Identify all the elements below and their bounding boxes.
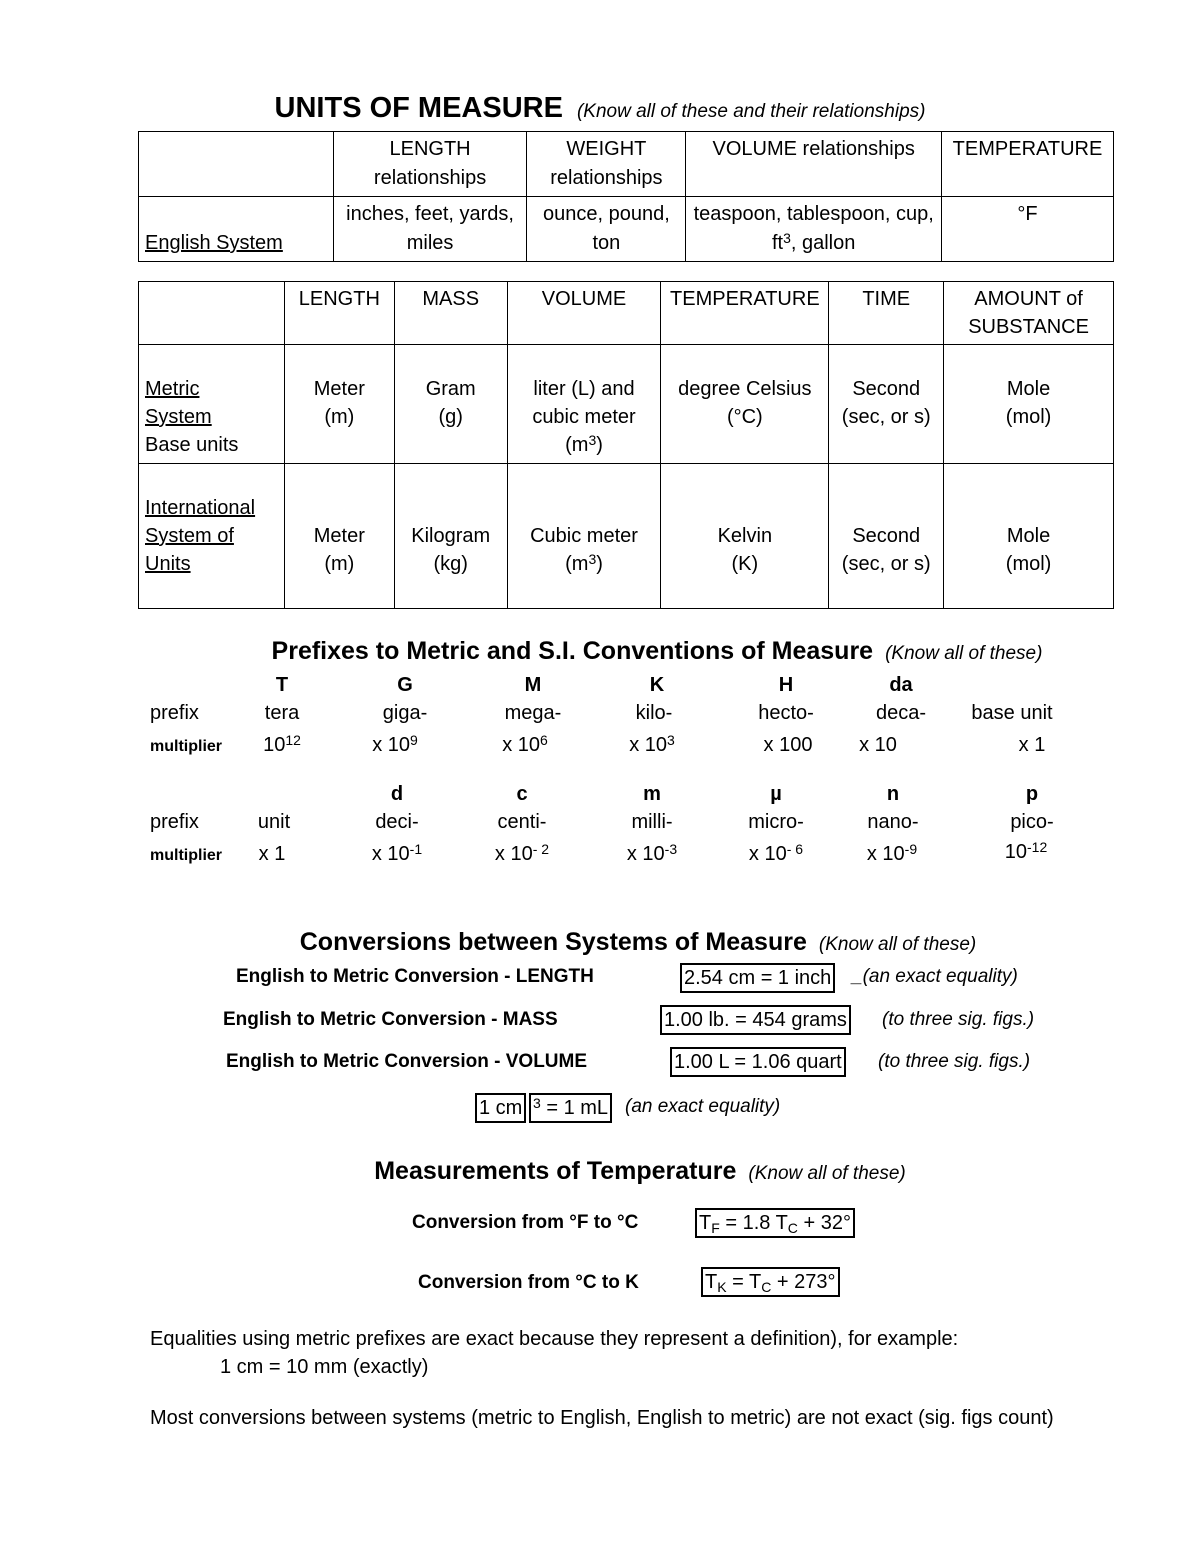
prefix-symbol: M	[524, 674, 542, 696]
prefix-multiplier: x $10^{-3}$	[626, 841, 678, 865]
conversion-mass-note: (to three sig. figs.)	[882, 1009, 1035, 1030]
prefix-multiplier: x 1	[1018, 734, 1046, 756]
prefix-multiplier: $10^{12}$	[263, 732, 301, 756]
prefix-name: tera	[264, 702, 300, 724]
english-volume: teaspoon, tablespoon, cup, $ft^3$, gallon	[686, 197, 942, 262]
prefix-symbol: d	[390, 783, 404, 805]
note-line-2: 1 cm = 10 mm (exactly)	[220, 1356, 429, 1378]
prefix-symbol: G	[397, 674, 413, 696]
si-length: Meter (m)	[284, 464, 394, 609]
metric-volume: liter (L) and cubic meter $(m^3)$	[507, 345, 661, 464]
prefix-multiplier: x 1	[258, 843, 286, 865]
prefix-name: deca-	[875, 702, 927, 724]
prefix-name: pico-	[1010, 811, 1054, 833]
temp-f-to-c-label: Conversion from °F to °C	[412, 1212, 639, 1233]
metric-length: Meter (m)	[284, 345, 394, 464]
prefix-name: deci-	[375, 811, 419, 833]
english-length: inches, feet, yards, miles	[333, 197, 527, 262]
prefix-symbol: n	[886, 783, 900, 805]
multiplier-row-label: multiplier	[150, 738, 223, 755]
prefix-symbol: m	[643, 783, 661, 805]
conversion-cm3-box-a: 1 cm	[475, 1093, 526, 1123]
prefix-multiplier: x $10^{-9}$	[866, 841, 918, 865]
si-temperature: Kelvin (K)	[661, 464, 829, 609]
prefix-name: kilo-	[635, 702, 673, 724]
prefixes-heading: Prefixes to Metric and S.I. Conventions of Measure (Know all of these)	[271, 637, 1043, 665]
english-temperature: °F	[941, 197, 1113, 262]
title-main: UNITS OF MEASURE	[274, 92, 563, 124]
metric-header-blank	[139, 282, 285, 345]
english-row-label: English System	[139, 197, 334, 262]
prefix-multiplier: x $10^6$	[502, 732, 548, 756]
prefix-row-label: prefix	[150, 811, 199, 833]
metric-header-mass: MASS	[394, 282, 507, 345]
temp-c-to-k-formula: $T_K = T_C + 273^\circ$	[701, 1267, 840, 1297]
conversion-volume-box: 1.00 L = 1.06 quart	[670, 1047, 846, 1077]
metric-header-time: TIME	[829, 282, 944, 345]
conversion-volume-note: (to three sig. figs.)	[878, 1051, 1031, 1072]
metric-header-temperature: TEMPERATURE	[661, 282, 829, 345]
prefix-multiplier: x $10^{- 2}$	[494, 841, 550, 865]
english-system-table	[138, 131, 1114, 262]
prefix-name: milli-	[631, 811, 673, 833]
si-row-label: International System of Units	[139, 464, 285, 609]
metric-temperature: degree Celsius (°C)	[661, 345, 829, 464]
prefix-multiplier: x $10^{- 6}$	[748, 841, 804, 865]
conversion-length-box: 2.54 cm = 1 inch	[680, 963, 835, 993]
metric-time: Second (sec, or s)	[829, 345, 944, 464]
metric-row-label: Metric System Base units	[139, 345, 285, 464]
prefix-name: base unit	[971, 702, 1053, 724]
prefix-name: micro-	[748, 811, 804, 833]
conversion-mass-label: English to Metric Conversion - MASS	[223, 1009, 558, 1030]
prefix-multiplier: x 10	[859, 734, 897, 756]
english-header-blank	[139, 132, 334, 197]
si-time: Second (sec, or s)	[829, 464, 944, 609]
prefix-symbol: K	[649, 674, 665, 696]
conversion-length-label: English to Metric Conversion - LENGTH	[236, 966, 594, 987]
metric-mass: Gram (g)	[394, 345, 507, 464]
prefix-multiplier: x $10^9$	[372, 732, 418, 756]
conversion-cm3-note: (an exact equality)	[625, 1096, 781, 1117]
prefix-name: hecto-	[758, 702, 814, 724]
prefix-multiplier: x $10^3$	[629, 732, 675, 756]
si-amount: Mole (mol)	[944, 464, 1114, 609]
conversion-volume-label: English to Metric Conversion - VOLUME	[226, 1051, 588, 1072]
english-header-volume: VOLUME relationships	[686, 132, 942, 197]
prefix-multiplier: $10^{-12}$	[1004, 839, 1048, 863]
prefix-name: mega-	[504, 702, 562, 724]
prefix-multiplier: x 100	[763, 734, 813, 756]
metric-header-length: LENGTH	[284, 282, 394, 345]
english-header-length: LENGTH relationships	[333, 132, 527, 197]
metric-header-amount: AMOUNT of SUBSTANCE	[944, 282, 1114, 345]
page-title	[0, 92, 1200, 125]
conversions-heading: Conversions between Systems of Measure (Know all of these)	[299, 928, 977, 956]
prefix-symbol: µ	[770, 783, 782, 805]
note-line-1: Equalities using metric prefixes are exact because they represent a definition), for example:	[150, 1328, 959, 1350]
prefix-name: nano-	[867, 811, 919, 833]
prefix-symbol: T	[275, 674, 289, 696]
english-weight: ounce, pound, ton	[527, 197, 686, 262]
note-line-3: Most conversions between systems (metric to English, English to metric) are not exact (sig. figs count)	[150, 1407, 1054, 1429]
metric-si-table	[138, 281, 1114, 609]
prefix-symbol: H	[778, 674, 794, 696]
prefix-symbol: c	[516, 783, 528, 805]
metric-amount: Mole (mol)	[944, 345, 1114, 464]
conversion-cm3-box-b: $^3$ = 1 mL	[529, 1093, 612, 1123]
metric-header-volume: VOLUME	[507, 282, 661, 345]
temp-c-to-k-label: Conversion from °C to K	[418, 1272, 639, 1293]
english-header-weight: WEIGHT relationships	[527, 132, 686, 197]
prefix-symbol: da	[889, 674, 913, 696]
title-note: (Know all of these and their relationships)	[576, 101, 926, 122]
si-volume: Cubic meter $(m^3)$	[507, 464, 661, 609]
temp-f-to-c-formula: $T_F = 1.8$ $T_C + 32^\circ$	[695, 1208, 855, 1238]
multiplier-row-label: multiplier	[150, 847, 223, 864]
conversion-length-note: _(an exact equality)	[852, 966, 1018, 987]
prefix-name: unit	[257, 811, 291, 833]
prefix-multiplier: x $10^{-1}$	[371, 841, 423, 865]
temperature-heading: Measurements of Temperature (Know all of these)	[374, 1157, 906, 1185]
english-header-temperature: TEMPERATURE	[941, 132, 1113, 197]
si-mass: Kilogram (kg)	[394, 464, 507, 609]
conversion-mass-box: 1.00 lb. = 454 grams	[660, 1005, 851, 1035]
prefix-name: centi-	[497, 811, 547, 833]
prefix-name: giga-	[382, 702, 428, 724]
prefix-symbol: p	[1025, 783, 1039, 805]
prefix-row-label: prefix	[150, 702, 199, 724]
